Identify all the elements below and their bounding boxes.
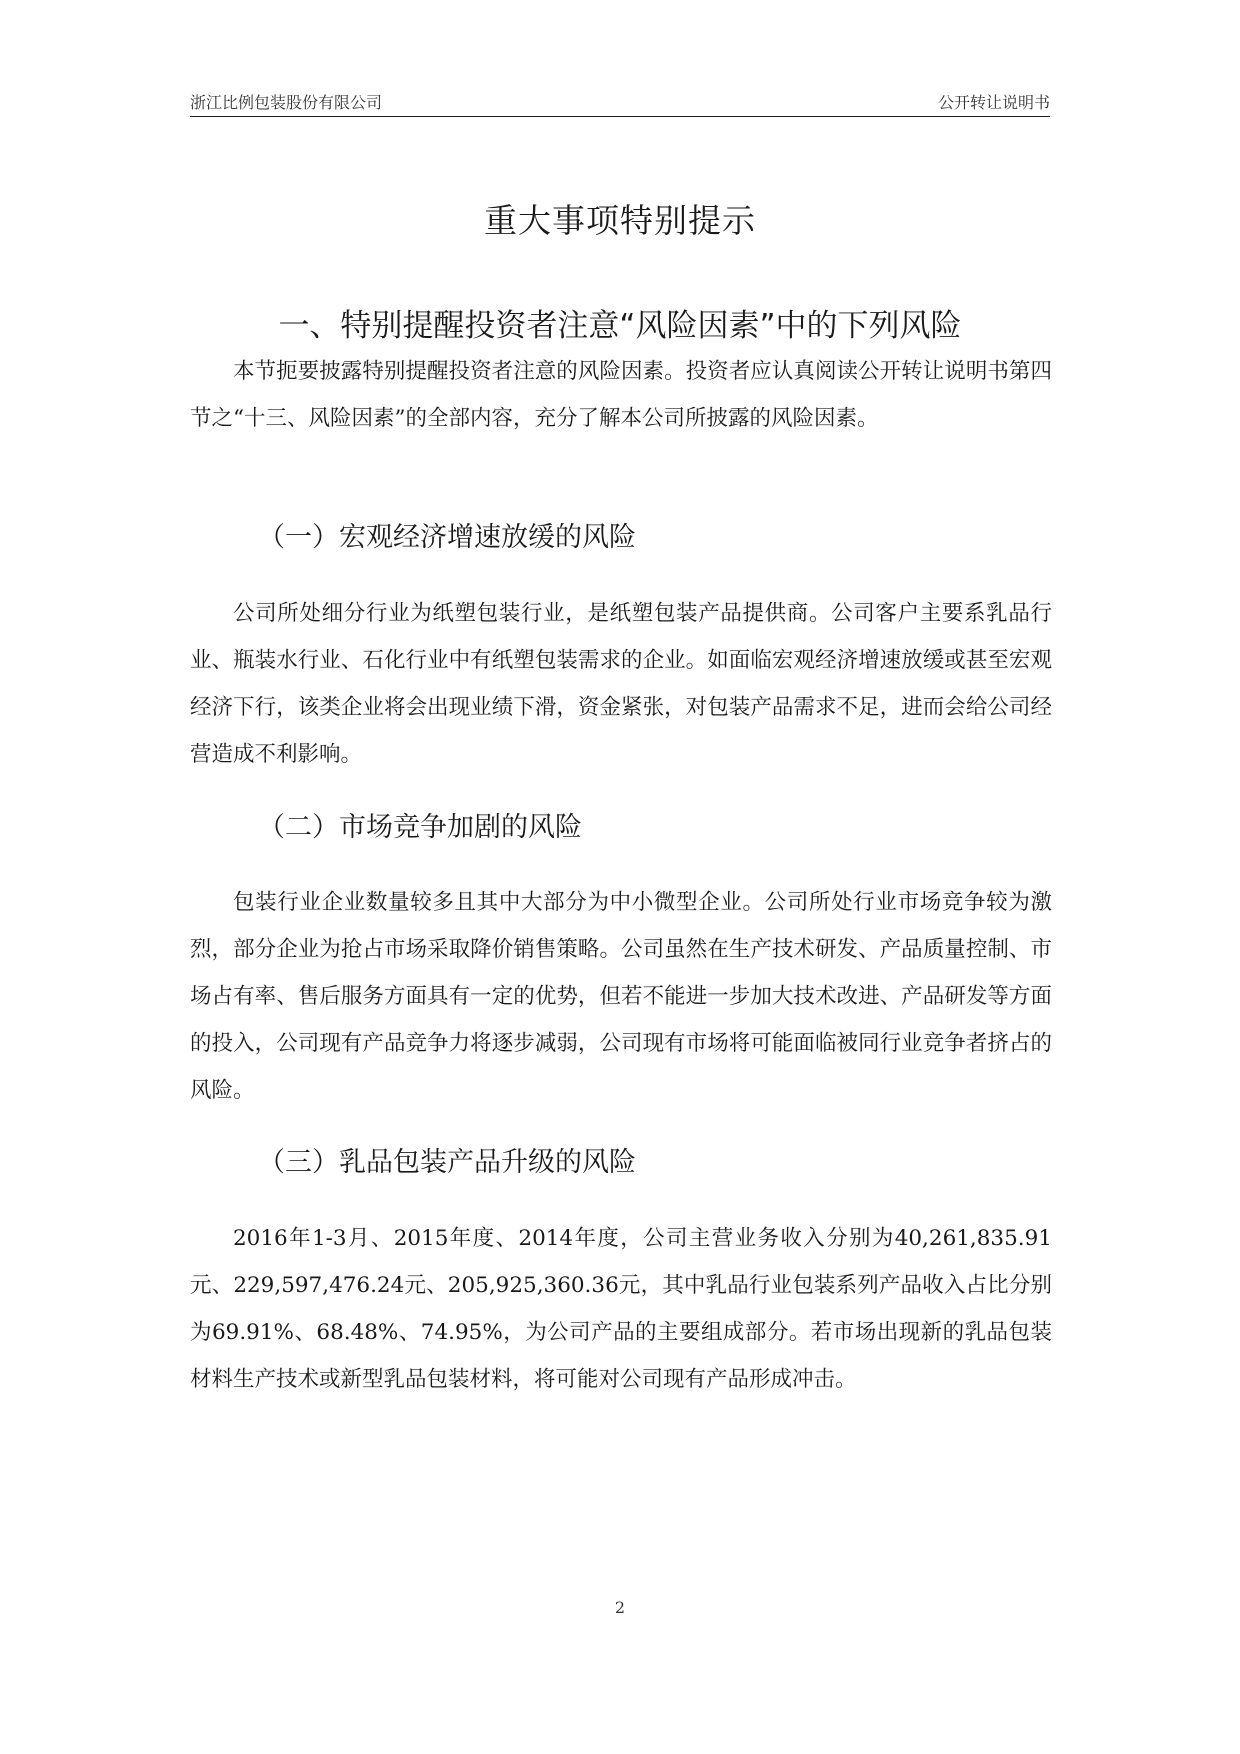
risk-paragraph-3: 2016年1-3月、2015年度、2014年度，公司主营业务收入分别为40,261,835.91元、229,597,476.24元、205,925,360.36元，其中乳品行业包装系列产品收入占比分别为69.91%、68.48%、74.95%，为公司产品的主要组成部分。若市场出现新的乳品包装材料生产技术或新型乳品包装材料，将可能对公司现有产品形成冲击。 bbox=[190, 1226, 1052, 1392]
page-header bbox=[190, 86, 1050, 117]
header-doc-type: 公开转让说明书 bbox=[937, 93, 1050, 112]
page-number: 2 bbox=[614, 1598, 626, 1617]
risk-heading-1: （一）宏观经济增速放缓的风险 bbox=[258, 522, 636, 553]
risk-heading-2: （二）市场竞争加剧的风险 bbox=[258, 812, 582, 843]
risk-paragraph-1: 公司所处细分行业为纸塑包装行业，是纸塑包装产品提供商。公司客户主要系乳品行业、瓶装水行业、石化行业中有纸塑包装需求的企业。如面临宏观经济增速放缓或甚至宏观经济下行，该类企业将会出现业绩下滑，资金紧张，对包装产品需求不足，进而会给公司经营造成不利影响。 bbox=[190, 601, 1052, 767]
section-title: 一、特别提醒投资者注意“风险因素”中的下列风险 bbox=[278, 308, 962, 344]
header-company: 浙江比例包装股份有限公司 bbox=[190, 93, 383, 112]
document-title: 重大事项特别提示 bbox=[484, 201, 756, 240]
intro-paragraph: 本节扼要披露特别提醒投资者注意的风险因素。投资者应认真阅读公开转让说明书第四节之“十三、风险因素”的全部内容，充分了解本公司所披露的风险因素。 bbox=[190, 359, 1052, 431]
risk-paragraph-2: 包装行业企业数量较多且其中大部分为中小微型企业。公司所处行业市场竞争较为激烈，部分企业为抢占市场采取降价销售策略。公司虽然在生产技术研发、产品质量控制、市场占有率、售后服务方面具有一定的优势，但若不能进一步加大技术改进、产品研发等方面的投入，公司现有产品竞争力将逐步减弱，公司现有市场将可能面临被同行业竞争者挤占的风险。 bbox=[190, 890, 1052, 1103]
risk-heading-3: （三）乳品包装产品升级的风险 bbox=[258, 1147, 636, 1178]
